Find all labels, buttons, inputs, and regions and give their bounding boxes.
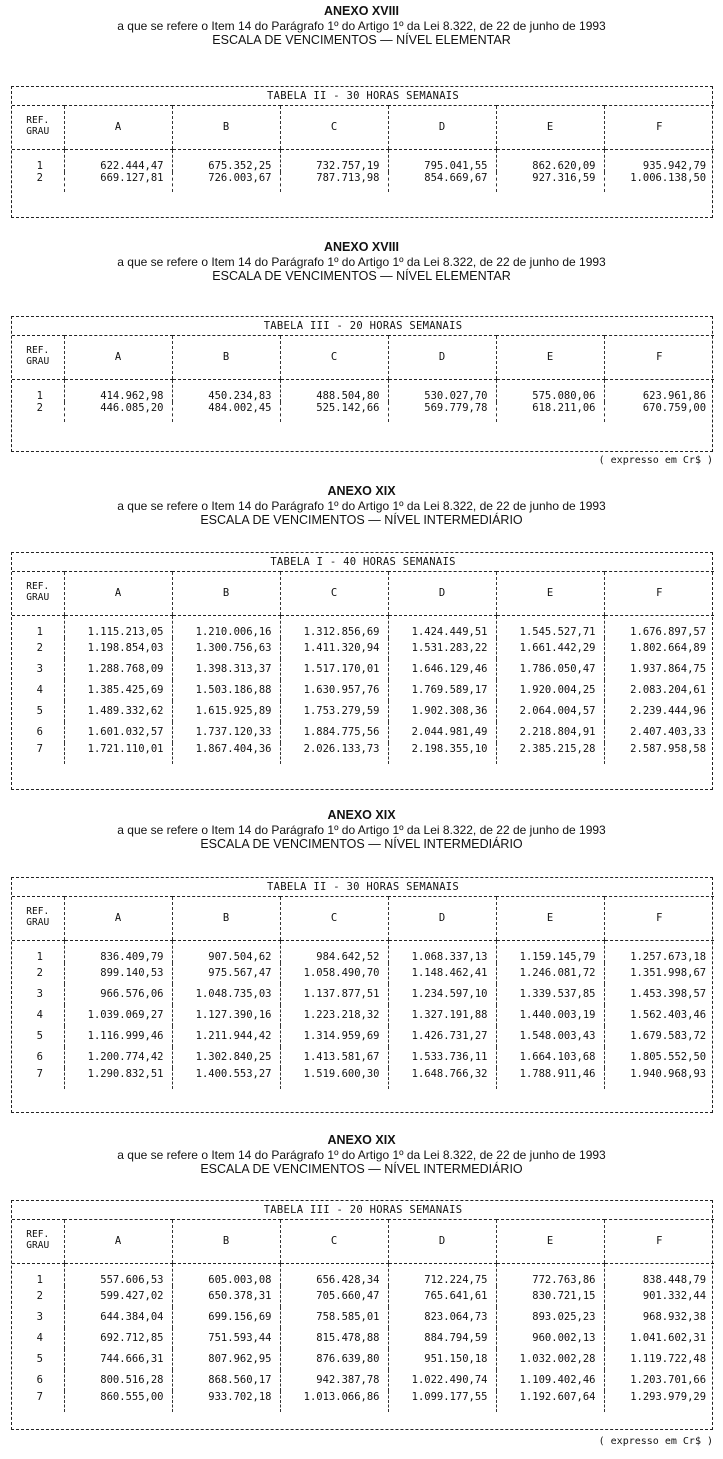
- value-cell: 1.312.856,69: [280, 615, 388, 638]
- annex-header: [0, 4, 723, 48]
- column-header-row: [12, 105, 714, 149]
- value-cell: 599.427,02: [64, 1286, 172, 1307]
- column-header-c: C: [280, 896, 388, 940]
- table-row: [12, 701, 714, 722]
- grau-cell: 3: [36, 663, 43, 675]
- value-cell: 876.639,80: [280, 1349, 388, 1370]
- value-cell: 414.962,98: [64, 379, 172, 402]
- salary-table-box: [11, 86, 713, 218]
- value-cell: 726.003,67: [172, 172, 280, 192]
- value-cell: 1.679.583,72: [604, 1026, 714, 1047]
- value-cell: 1.032.002,28: [496, 1349, 604, 1370]
- value-cell: 1.041.602,31: [604, 1328, 714, 1349]
- value-cell: 1.648.766,32: [388, 1068, 496, 1089]
- value-cell: 488.504,80: [280, 379, 388, 402]
- value-cell: 1.676.897,57: [604, 615, 714, 638]
- column-header-c: C: [280, 1219, 388, 1263]
- value-cell: 705.660,47: [280, 1286, 388, 1307]
- grau-label: GRAU: [26, 917, 50, 928]
- value-cell: 942.387,78: [280, 1370, 388, 1391]
- grau-cell: 5: [36, 705, 43, 717]
- value-cell: 1.753.279,59: [280, 701, 388, 722]
- value-cell: 1.068.337,13: [388, 940, 496, 963]
- table-row: [12, 1370, 714, 1391]
- value-cell: 2.026.133,73: [280, 743, 388, 764]
- value-cell: 1.630.957,76: [280, 680, 388, 701]
- column-header-row: [12, 896, 714, 940]
- value-cell: 1.314.959,69: [280, 1026, 388, 1047]
- grau-label: GRAU: [26, 126, 50, 137]
- value-cell: 1.902.308,36: [388, 701, 496, 722]
- value-cell: 1.211.944,42: [172, 1026, 280, 1047]
- column-header-e: E: [496, 1219, 604, 1263]
- grau-label: GRAU: [26, 592, 50, 603]
- value-cell: 901.332,44: [604, 1286, 714, 1307]
- value-cell: 656.428,34: [280, 1263, 388, 1286]
- column-header-d: D: [388, 1219, 496, 1263]
- value-cell: 772.763,86: [496, 1263, 604, 1286]
- grau-cell: 6: [36, 726, 43, 738]
- value-cell: 899.140,53: [64, 963, 172, 984]
- table-title-row: [12, 553, 714, 571]
- value-cell: 951.150,18: [388, 1349, 496, 1370]
- value-cell: 960.002,13: [496, 1328, 604, 1349]
- ref-label: REF.: [26, 906, 50, 918]
- value-cell: 765.641,61: [388, 1286, 496, 1307]
- value-cell: 1.351.998,67: [604, 963, 714, 984]
- value-cell: 966.576,06: [64, 984, 172, 1005]
- value-cell: 1.769.589,17: [388, 680, 496, 701]
- column-header-e: E: [496, 896, 604, 940]
- table-row: [12, 743, 714, 764]
- table-row: [12, 149, 714, 172]
- value-cell: 1.737.120,33: [172, 722, 280, 743]
- value-cell: 907.504,62: [172, 940, 280, 963]
- value-cell: 1.884.775,56: [280, 722, 388, 743]
- grau-cell: 4: [36, 684, 43, 696]
- value-cell: 1.424.449,51: [388, 615, 496, 638]
- grau-cell: 1: [36, 1273, 43, 1286]
- salary-table-box: [11, 552, 713, 790]
- annex-header: [0, 240, 723, 284]
- value-cell: 2.385.215,28: [496, 743, 604, 764]
- value-cell: 1.661.442,29: [496, 638, 604, 659]
- value-cell: 795.041,55: [388, 149, 496, 172]
- value-cell: 836.409,79: [64, 940, 172, 963]
- value-cell: 605.003,08: [172, 1263, 280, 1286]
- value-cell: 692.712,85: [64, 1328, 172, 1349]
- value-cell: 1.788.911,46: [496, 1068, 604, 1089]
- column-header-row: [12, 335, 714, 379]
- value-cell: 530.027,70: [388, 379, 496, 402]
- salary-table-box: [11, 877, 713, 1113]
- column-header-b: B: [172, 1219, 280, 1263]
- value-cell: 1.786.050,47: [496, 659, 604, 680]
- value-cell: 2.239.444,96: [604, 701, 714, 722]
- ref-grau-header: [12, 896, 64, 940]
- grau-label: GRAU: [26, 356, 50, 367]
- grau-cell: 7: [36, 743, 43, 755]
- value-cell: 557.606,53: [64, 1263, 172, 1286]
- grau-cell: 1: [36, 159, 43, 172]
- ref-label: REF.: [26, 581, 50, 593]
- value-cell: 732.757,19: [280, 149, 388, 172]
- annex-reference: a que se refere o Item 14 do Parágrafo 1º do Artigo 1º da Lei 8.322, de 22 de junho de 1993: [117, 1148, 606, 1162]
- value-cell: 933.702,18: [172, 1391, 280, 1412]
- grau-cell: 2: [36, 967, 43, 979]
- value-cell: 1.257.673,18: [604, 940, 714, 963]
- value-cell: 815.478,88: [280, 1328, 388, 1349]
- column-header-c: C: [280, 335, 388, 379]
- column-header-row: [12, 571, 714, 615]
- table-title-row: [12, 87, 714, 105]
- grau-cell: 4: [36, 1332, 43, 1344]
- value-cell: 800.516,28: [64, 1370, 172, 1391]
- ref-grau-header: [12, 105, 64, 149]
- value-cell: 669.127,81: [64, 172, 172, 192]
- table-title-row: [12, 878, 714, 896]
- grau-cell: 6: [36, 1374, 43, 1386]
- annex-header: [0, 1133, 723, 1177]
- value-cell: 1.039.069,27: [64, 1005, 172, 1026]
- table-row: [12, 172, 714, 192]
- value-cell: 2.218.804,91: [496, 722, 604, 743]
- annex-header: [0, 484, 723, 528]
- column-header-f: F: [604, 1219, 714, 1263]
- table-row: [12, 379, 714, 402]
- table-row: [12, 1026, 714, 1047]
- table-row: [12, 1047, 714, 1068]
- salary-scale-title: ESCALA DE VENCIMENTOS — NÍVEL INTERMEDIÁRIO: [200, 837, 523, 852]
- value-cell: 670.759,00: [604, 402, 714, 422]
- value-cell: 446.085,20: [64, 402, 172, 422]
- column-header-a: A: [64, 896, 172, 940]
- column-header-f: F: [604, 896, 714, 940]
- grau-cell: 7: [36, 1391, 43, 1403]
- annex-title: ANEXO XVIII: [323, 4, 400, 18]
- value-cell: 1.601.032,57: [64, 722, 172, 743]
- value-cell: 618.211,06: [496, 402, 604, 422]
- value-cell: 1.646.129,46: [388, 659, 496, 680]
- value-cell: 622.444,47: [64, 149, 172, 172]
- ref-grau-header: [12, 335, 64, 379]
- grau-label: GRAU: [26, 1240, 50, 1251]
- value-cell: 1.519.600,30: [280, 1068, 388, 1089]
- value-cell: 1.058.490,70: [280, 963, 388, 984]
- table-title-row: [12, 1201, 714, 1219]
- grau-cell: 2: [36, 401, 43, 414]
- grau-cell: 2: [36, 642, 43, 654]
- column-header-d: D: [388, 335, 496, 379]
- column-header-a: A: [64, 105, 172, 149]
- value-cell: 450.234,83: [172, 379, 280, 402]
- value-cell: 1.339.537,85: [496, 984, 604, 1005]
- value-cell: 968.932,38: [604, 1307, 714, 1328]
- value-cell: 2.064.004,57: [496, 701, 604, 722]
- value-cell: 751.593,44: [172, 1328, 280, 1349]
- table-row: [12, 1307, 714, 1328]
- value-cell: 823.064,73: [388, 1307, 496, 1328]
- salary-table-box: [11, 1200, 713, 1430]
- value-cell: 2.587.958,58: [604, 743, 714, 764]
- value-cell: 1.440.003,19: [496, 1005, 604, 1026]
- grau-cell: 6: [36, 1051, 43, 1063]
- annex-reference: a que se refere o Item 14 do Parágrafo 1º do Artigo 1º da Lei 8.322, de 22 de junho de 1993: [117, 19, 606, 33]
- value-cell: 758.585,01: [280, 1307, 388, 1328]
- value-cell: 623.961,86: [604, 379, 714, 402]
- value-cell: 1.531.283,22: [388, 638, 496, 659]
- ref-grau-header: [12, 1219, 64, 1263]
- value-cell: 1.664.103,68: [496, 1047, 604, 1068]
- value-cell: 1.200.774,42: [64, 1047, 172, 1068]
- annex-title: ANEXO XIX: [327, 808, 396, 822]
- value-cell: 1.192.607,64: [496, 1391, 604, 1412]
- table-row: [12, 680, 714, 701]
- table-title: TABELA I - 40 HORAS SEMANAIS: [12, 553, 714, 571]
- column-header-d: D: [388, 896, 496, 940]
- column-header-a: A: [64, 1219, 172, 1263]
- currency-note: ( expresso em Cr$ ): [598, 455, 713, 466]
- value-cell: 1.223.218,32: [280, 1005, 388, 1026]
- value-cell: 975.567,47: [172, 963, 280, 984]
- value-cell: 1.119.722,48: [604, 1349, 714, 1370]
- value-cell: 1.198.854,03: [64, 638, 172, 659]
- value-cell: 744.666,31: [64, 1349, 172, 1370]
- value-cell: 1.013.066,86: [280, 1391, 388, 1412]
- value-cell: 2.044.981,49: [388, 722, 496, 743]
- value-cell: 830.721,15: [496, 1286, 604, 1307]
- value-cell: 569.779,78: [388, 402, 496, 422]
- table-row: [12, 1005, 714, 1026]
- table-row: [12, 940, 714, 963]
- currency-note: ( expresso em Cr$ ): [598, 1436, 713, 1447]
- column-header-b: B: [172, 571, 280, 615]
- column-header-e: E: [496, 571, 604, 615]
- salary-scale-title: ESCALA DE VENCIMENTOS — NÍVEL INTERMEDIÁRIO: [200, 1162, 523, 1177]
- grau-cell: 1: [36, 625, 43, 638]
- salary-table: [12, 317, 714, 422]
- grau-cell: 5: [36, 1353, 43, 1365]
- value-cell: 1.290.832,51: [64, 1068, 172, 1089]
- value-cell: 2.198.355,10: [388, 743, 496, 764]
- ref-grau-header: [12, 571, 64, 615]
- value-cell: 862.620,09: [496, 149, 604, 172]
- value-cell: 2.083.204,61: [604, 680, 714, 701]
- value-cell: 1.426.731,27: [388, 1026, 496, 1047]
- column-header-c: C: [280, 105, 388, 149]
- value-cell: 1.048.735,03: [172, 984, 280, 1005]
- table-title: TABELA III - 20 HORAS SEMANAIS: [12, 317, 714, 335]
- value-cell: 884.794,59: [388, 1328, 496, 1349]
- value-cell: 1.006.138,50: [604, 172, 714, 192]
- value-cell: 1.805.552,50: [604, 1047, 714, 1068]
- value-cell: 1.721.110,01: [64, 743, 172, 764]
- value-cell: 1.413.581,67: [280, 1047, 388, 1068]
- value-cell: 525.142,66: [280, 402, 388, 422]
- grau-cell: 4: [36, 1009, 43, 1021]
- annex-title: ANEXO XIX: [327, 1133, 396, 1147]
- value-cell: 927.316,59: [496, 172, 604, 192]
- grau-cell: 3: [36, 1311, 43, 1323]
- salary-table: [12, 87, 714, 192]
- value-cell: 1.159.145,79: [496, 940, 604, 963]
- value-cell: 644.384,04: [64, 1307, 172, 1328]
- column-header-d: D: [388, 105, 496, 149]
- table-title-row: [12, 317, 714, 335]
- value-cell: 1.937.864,75: [604, 659, 714, 680]
- table-row: [12, 1068, 714, 1089]
- table-title: TABELA II - 30 HORAS SEMANAIS: [12, 878, 714, 896]
- column-header-c: C: [280, 571, 388, 615]
- annex-title: ANEXO XIX: [327, 484, 396, 498]
- value-cell: 984.642,52: [280, 940, 388, 963]
- table-title: TABELA II - 30 HORAS SEMANAIS: [12, 87, 714, 105]
- value-cell: 838.448,79: [604, 1263, 714, 1286]
- column-header-row: [12, 1219, 714, 1263]
- value-cell: 807.962,95: [172, 1349, 280, 1370]
- column-header-f: F: [604, 105, 714, 149]
- value-cell: 699.156,69: [172, 1307, 280, 1328]
- value-cell: 1.288.768,09: [64, 659, 172, 680]
- value-cell: 1.453.398,57: [604, 984, 714, 1005]
- value-cell: 860.555,00: [64, 1391, 172, 1412]
- column-header-b: B: [172, 105, 280, 149]
- table-row: [12, 615, 714, 638]
- value-cell: 1.562.403,46: [604, 1005, 714, 1026]
- value-cell: 1.210.006,16: [172, 615, 280, 638]
- salary-scale-title: ESCALA DE VENCIMENTOS — NÍVEL ELEMENTAR: [212, 33, 511, 48]
- value-cell: 1.137.877,51: [280, 984, 388, 1005]
- value-cell: 1.246.081,72: [496, 963, 604, 984]
- annex-header: [0, 808, 723, 852]
- grau-cell: 1: [36, 389, 43, 402]
- value-cell: 893.025,23: [496, 1307, 604, 1328]
- value-cell: 1.385.425,69: [64, 680, 172, 701]
- column-header-b: B: [172, 896, 280, 940]
- value-cell: 1.398.313,37: [172, 659, 280, 680]
- value-cell: 1.411.320,94: [280, 638, 388, 659]
- table-row: [12, 1391, 714, 1412]
- column-header-a: A: [64, 571, 172, 615]
- value-cell: 1.293.979,29: [604, 1391, 714, 1412]
- salary-table: [12, 1201, 714, 1412]
- grau-cell: 2: [36, 171, 43, 184]
- column-header-a: A: [64, 335, 172, 379]
- ref-label: REF.: [26, 1229, 50, 1241]
- value-cell: 1.127.390,16: [172, 1005, 280, 1026]
- value-cell: 484.002,45: [172, 402, 280, 422]
- column-header-f: F: [604, 571, 714, 615]
- grau-cell: 1: [36, 950, 43, 963]
- value-cell: 1.615.925,89: [172, 701, 280, 722]
- value-cell: 935.942,79: [604, 149, 714, 172]
- table-row: [12, 722, 714, 743]
- table-row: [12, 1286, 714, 1307]
- table-row: [12, 659, 714, 680]
- annex-reference: a que se refere o Item 14 do Parágrafo 1º do Artigo 1º da Lei 8.322, de 22 de junho de 1993: [117, 255, 606, 269]
- value-cell: 1.234.597,10: [388, 984, 496, 1005]
- value-cell: 787.713,98: [280, 172, 388, 192]
- annex-reference: a que se refere o Item 14 do Parágrafo 1º do Artigo 1º da Lei 8.322, de 22 de junho de 1993: [117, 499, 606, 513]
- salary-table: [12, 553, 714, 764]
- value-cell: 1.802.664,89: [604, 638, 714, 659]
- value-cell: 575.080,06: [496, 379, 604, 402]
- value-cell: 675.352,25: [172, 149, 280, 172]
- table-row: [12, 402, 714, 422]
- value-cell: 1.920.004,25: [496, 680, 604, 701]
- ref-label: REF.: [26, 345, 50, 357]
- salary-scale-title: ESCALA DE VENCIMENTOS — NÍVEL INTERMEDIÁRIO: [200, 513, 523, 528]
- annex-title: ANEXO XVIII: [323, 240, 400, 254]
- value-cell: 1.489.332,62: [64, 701, 172, 722]
- value-cell: 1.533.736,11: [388, 1047, 496, 1068]
- table-row: [12, 963, 714, 984]
- table-title: TABELA III - 20 HORAS SEMANAIS: [12, 1201, 714, 1219]
- value-cell: 1.203.701,66: [604, 1370, 714, 1391]
- value-cell: 1.022.490,74: [388, 1370, 496, 1391]
- value-cell: 650.378,31: [172, 1286, 280, 1307]
- column-header-e: E: [496, 105, 604, 149]
- column-header-f: F: [604, 335, 714, 379]
- value-cell: 1.940.968,93: [604, 1068, 714, 1089]
- value-cell: 1.503.186,88: [172, 680, 280, 701]
- column-header-d: D: [388, 571, 496, 615]
- table-row: [12, 1263, 714, 1286]
- salary-table: [12, 878, 714, 1089]
- grau-cell: 7: [36, 1068, 43, 1080]
- value-cell: 1.099.177,55: [388, 1391, 496, 1412]
- grau-cell: 2: [36, 1290, 43, 1302]
- table-row: [12, 1349, 714, 1370]
- column-header-b: B: [172, 335, 280, 379]
- value-cell: 2.407.403,33: [604, 722, 714, 743]
- value-cell: 1.116.999,46: [64, 1026, 172, 1047]
- value-cell: 1.400.553,27: [172, 1068, 280, 1089]
- value-cell: 1.867.404,36: [172, 743, 280, 764]
- value-cell: 1.300.756,63: [172, 638, 280, 659]
- value-cell: 1.517.170,01: [280, 659, 388, 680]
- value-cell: 1.148.462,41: [388, 963, 496, 984]
- value-cell: 854.669,67: [388, 172, 496, 192]
- grau-cell: 5: [36, 1030, 43, 1042]
- table-row: [12, 1328, 714, 1349]
- value-cell: 868.560,17: [172, 1370, 280, 1391]
- value-cell: 712.224,75: [388, 1263, 496, 1286]
- table-row: [12, 984, 714, 1005]
- value-cell: 1.327.191,88: [388, 1005, 496, 1026]
- column-header-e: E: [496, 335, 604, 379]
- grau-cell: 3: [36, 988, 43, 1000]
- salary-scale-title: ESCALA DE VENCIMENTOS — NÍVEL ELEMENTAR: [212, 269, 511, 284]
- ref-label: REF.: [26, 115, 50, 127]
- table-row: [12, 638, 714, 659]
- value-cell: 1.548.003,43: [496, 1026, 604, 1047]
- value-cell: 1.545.527,71: [496, 615, 604, 638]
- annex-reference: a que se refere o Item 14 do Parágrafo 1º do Artigo 1º da Lei 8.322, de 22 de junho de 1993: [117, 823, 606, 837]
- value-cell: 1.109.402,46: [496, 1370, 604, 1391]
- value-cell: 1.115.213,05: [64, 615, 172, 638]
- salary-table-box: [11, 316, 713, 452]
- value-cell: 1.302.840,25: [172, 1047, 280, 1068]
